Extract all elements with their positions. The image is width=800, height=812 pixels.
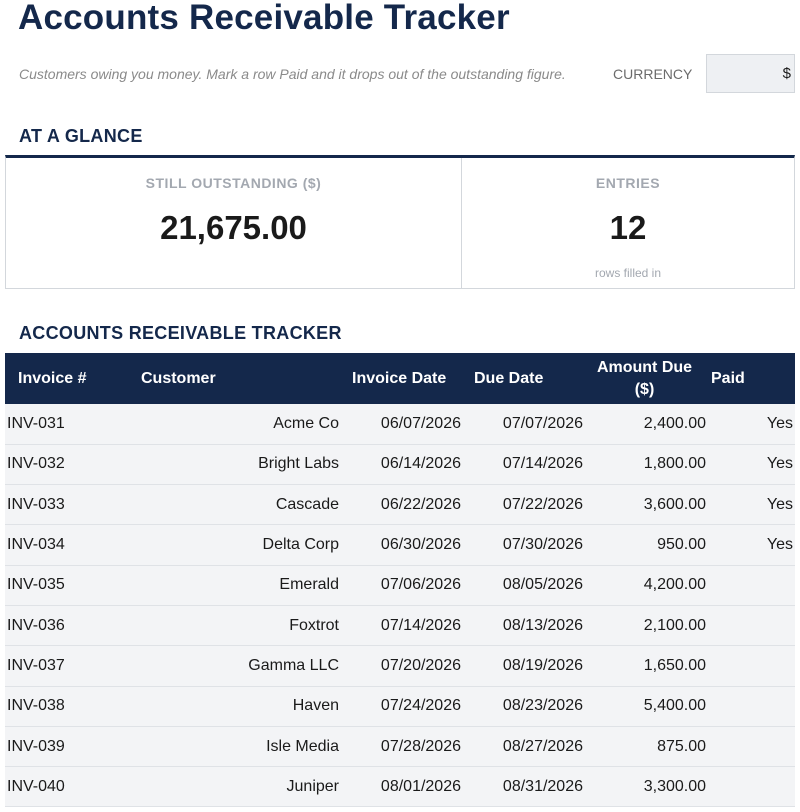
customer-cell[interactable]: Emerald <box>128 565 339 605</box>
paid-cell[interactable] <box>706 686 795 726</box>
table-row <box>5 686 795 726</box>
amount-cell[interactable]: 875.00 <box>583 726 706 766</box>
paid-cell[interactable] <box>706 565 795 605</box>
customer-cell[interactable]: Foxtrot <box>128 605 339 645</box>
invoice-cell[interactable]: INV-035 <box>5 565 128 605</box>
customer-cell[interactable]: Haven <box>128 686 339 726</box>
page-title: Accounts Receivable Tracker <box>18 0 510 37</box>
currency-input[interactable]: $ <box>706 54 795 93</box>
invoice-date-cell[interactable]: 06/07/2026 <box>339 404 461 444</box>
amount-cell[interactable]: 5,400.00 <box>583 686 706 726</box>
customer-cell[interactable]: Acme Co <box>128 404 339 444</box>
invoice-date-cell[interactable]: 08/01/2026 <box>339 767 461 807</box>
paid-cell[interactable]: Yes <box>706 444 795 484</box>
invoice-date-cell[interactable]: 07/14/2026 <box>339 605 461 645</box>
invoice-cell[interactable]: INV-034 <box>5 525 128 565</box>
column-header-amount[interactable]: Amount Due ($) <box>583 353 706 404</box>
amount-cell[interactable]: 4,200.00 <box>583 565 706 605</box>
due-date-cell[interactable]: 08/13/2026 <box>461 605 583 645</box>
column-header-invoice[interactable]: Invoice # <box>5 353 128 404</box>
invoice-cell[interactable]: INV-039 <box>5 726 128 766</box>
outstanding-value: 21,675.00 <box>160 209 307 246</box>
due-date-cell[interactable]: 08/31/2026 <box>461 767 583 807</box>
paid-cell[interactable] <box>706 646 795 686</box>
due-date-cell[interactable]: 08/27/2026 <box>461 726 583 766</box>
amount-cell[interactable]: 1,650.00 <box>583 646 706 686</box>
entries-note: rows filled in <box>594 266 662 280</box>
due-date-cell[interactable]: 08/23/2026 <box>461 686 583 726</box>
paid-cell[interactable]: Yes <box>706 525 795 565</box>
invoice-date-cell[interactable]: 06/22/2026 <box>339 485 461 525</box>
invoice-date-cell[interactable]: 07/06/2026 <box>339 565 461 605</box>
glance-heading: AT A GLANCE <box>19 126 143 146</box>
outstanding-label: STILL OUTSTANDING ($) <box>145 175 322 191</box>
tracker-table <box>5 353 795 807</box>
due-date-cell[interactable]: 07/07/2026 <box>461 404 583 444</box>
customer-cell[interactable]: Gamma LLC <box>128 646 339 686</box>
customer-cell[interactable]: Cascade <box>128 485 339 525</box>
table-row <box>5 485 795 525</box>
entries-value: 12 <box>609 209 647 246</box>
amount-cell[interactable]: 950.00 <box>583 525 706 565</box>
invoice-cell[interactable]: INV-031 <box>5 404 128 444</box>
amount-cell[interactable]: 2,400.00 <box>583 404 706 444</box>
invoice-cell[interactable]: INV-038 <box>5 686 128 726</box>
column-header-customer[interactable]: Customer <box>128 353 339 404</box>
table-row <box>5 565 795 605</box>
invoice-cell[interactable]: INV-036 <box>5 605 128 645</box>
glance-panel <box>5 155 795 289</box>
invoice-date-cell[interactable]: 07/28/2026 <box>339 726 461 766</box>
amount-cell[interactable]: 1,800.00 <box>583 444 706 484</box>
column-header-paid[interactable]: Paid <box>706 353 795 404</box>
amount-cell[interactable]: 3,600.00 <box>583 485 706 525</box>
page-subtitle: Customers owing you money. Mark a row Paid and it drops out of the outstanding figure. <box>19 66 566 82</box>
due-date-cell[interactable]: 07/14/2026 <box>461 444 583 484</box>
table-row <box>5 605 795 645</box>
column-header-due-date[interactable]: Due Date <box>461 353 583 404</box>
entries-label: ENTRIES <box>595 175 661 191</box>
customer-cell[interactable]: Delta Corp <box>128 525 339 565</box>
table-row <box>5 444 795 484</box>
column-header-invoice-date[interactable]: Invoice Date <box>339 353 461 404</box>
due-date-cell[interactable]: 08/19/2026 <box>461 646 583 686</box>
paid-cell[interactable]: Yes <box>706 404 795 444</box>
invoice-date-cell[interactable]: 07/20/2026 <box>339 646 461 686</box>
invoice-cell[interactable]: INV-032 <box>5 444 128 484</box>
outstanding-card <box>6 158 462 288</box>
amount-cell[interactable]: 2,100.00 <box>583 605 706 645</box>
invoice-date-cell[interactable]: 06/30/2026 <box>339 525 461 565</box>
table-row <box>5 404 795 444</box>
tracker-heading: ACCOUNTS RECEIVABLE TRACKER <box>19 323 342 343</box>
table-row <box>5 767 795 807</box>
table-header-row <box>5 353 795 404</box>
due-date-cell[interactable]: 08/05/2026 <box>461 565 583 605</box>
entries-card <box>462 158 794 288</box>
invoice-cell[interactable]: INV-033 <box>5 485 128 525</box>
currency-label: CURRENCY <box>613 66 693 82</box>
table-row <box>5 646 795 686</box>
paid-cell[interactable]: Yes <box>706 485 795 525</box>
paid-cell[interactable] <box>706 605 795 645</box>
invoice-cell[interactable]: INV-037 <box>5 646 128 686</box>
due-date-cell[interactable]: 07/22/2026 <box>461 485 583 525</box>
table-row <box>5 726 795 766</box>
paid-cell[interactable] <box>706 726 795 766</box>
customer-cell[interactable]: Juniper <box>128 767 339 807</box>
customer-cell[interactable]: Isle Media <box>128 726 339 766</box>
amount-cell[interactable]: 3,300.00 <box>583 767 706 807</box>
paid-cell[interactable] <box>706 767 795 807</box>
due-date-cell[interactable]: 07/30/2026 <box>461 525 583 565</box>
customer-cell[interactable]: Bright Labs <box>128 444 339 484</box>
table-row <box>5 525 795 565</box>
invoice-date-cell[interactable]: 07/24/2026 <box>339 686 461 726</box>
invoice-date-cell[interactable]: 06/14/2026 <box>339 444 461 484</box>
invoice-cell[interactable]: INV-040 <box>5 767 128 807</box>
